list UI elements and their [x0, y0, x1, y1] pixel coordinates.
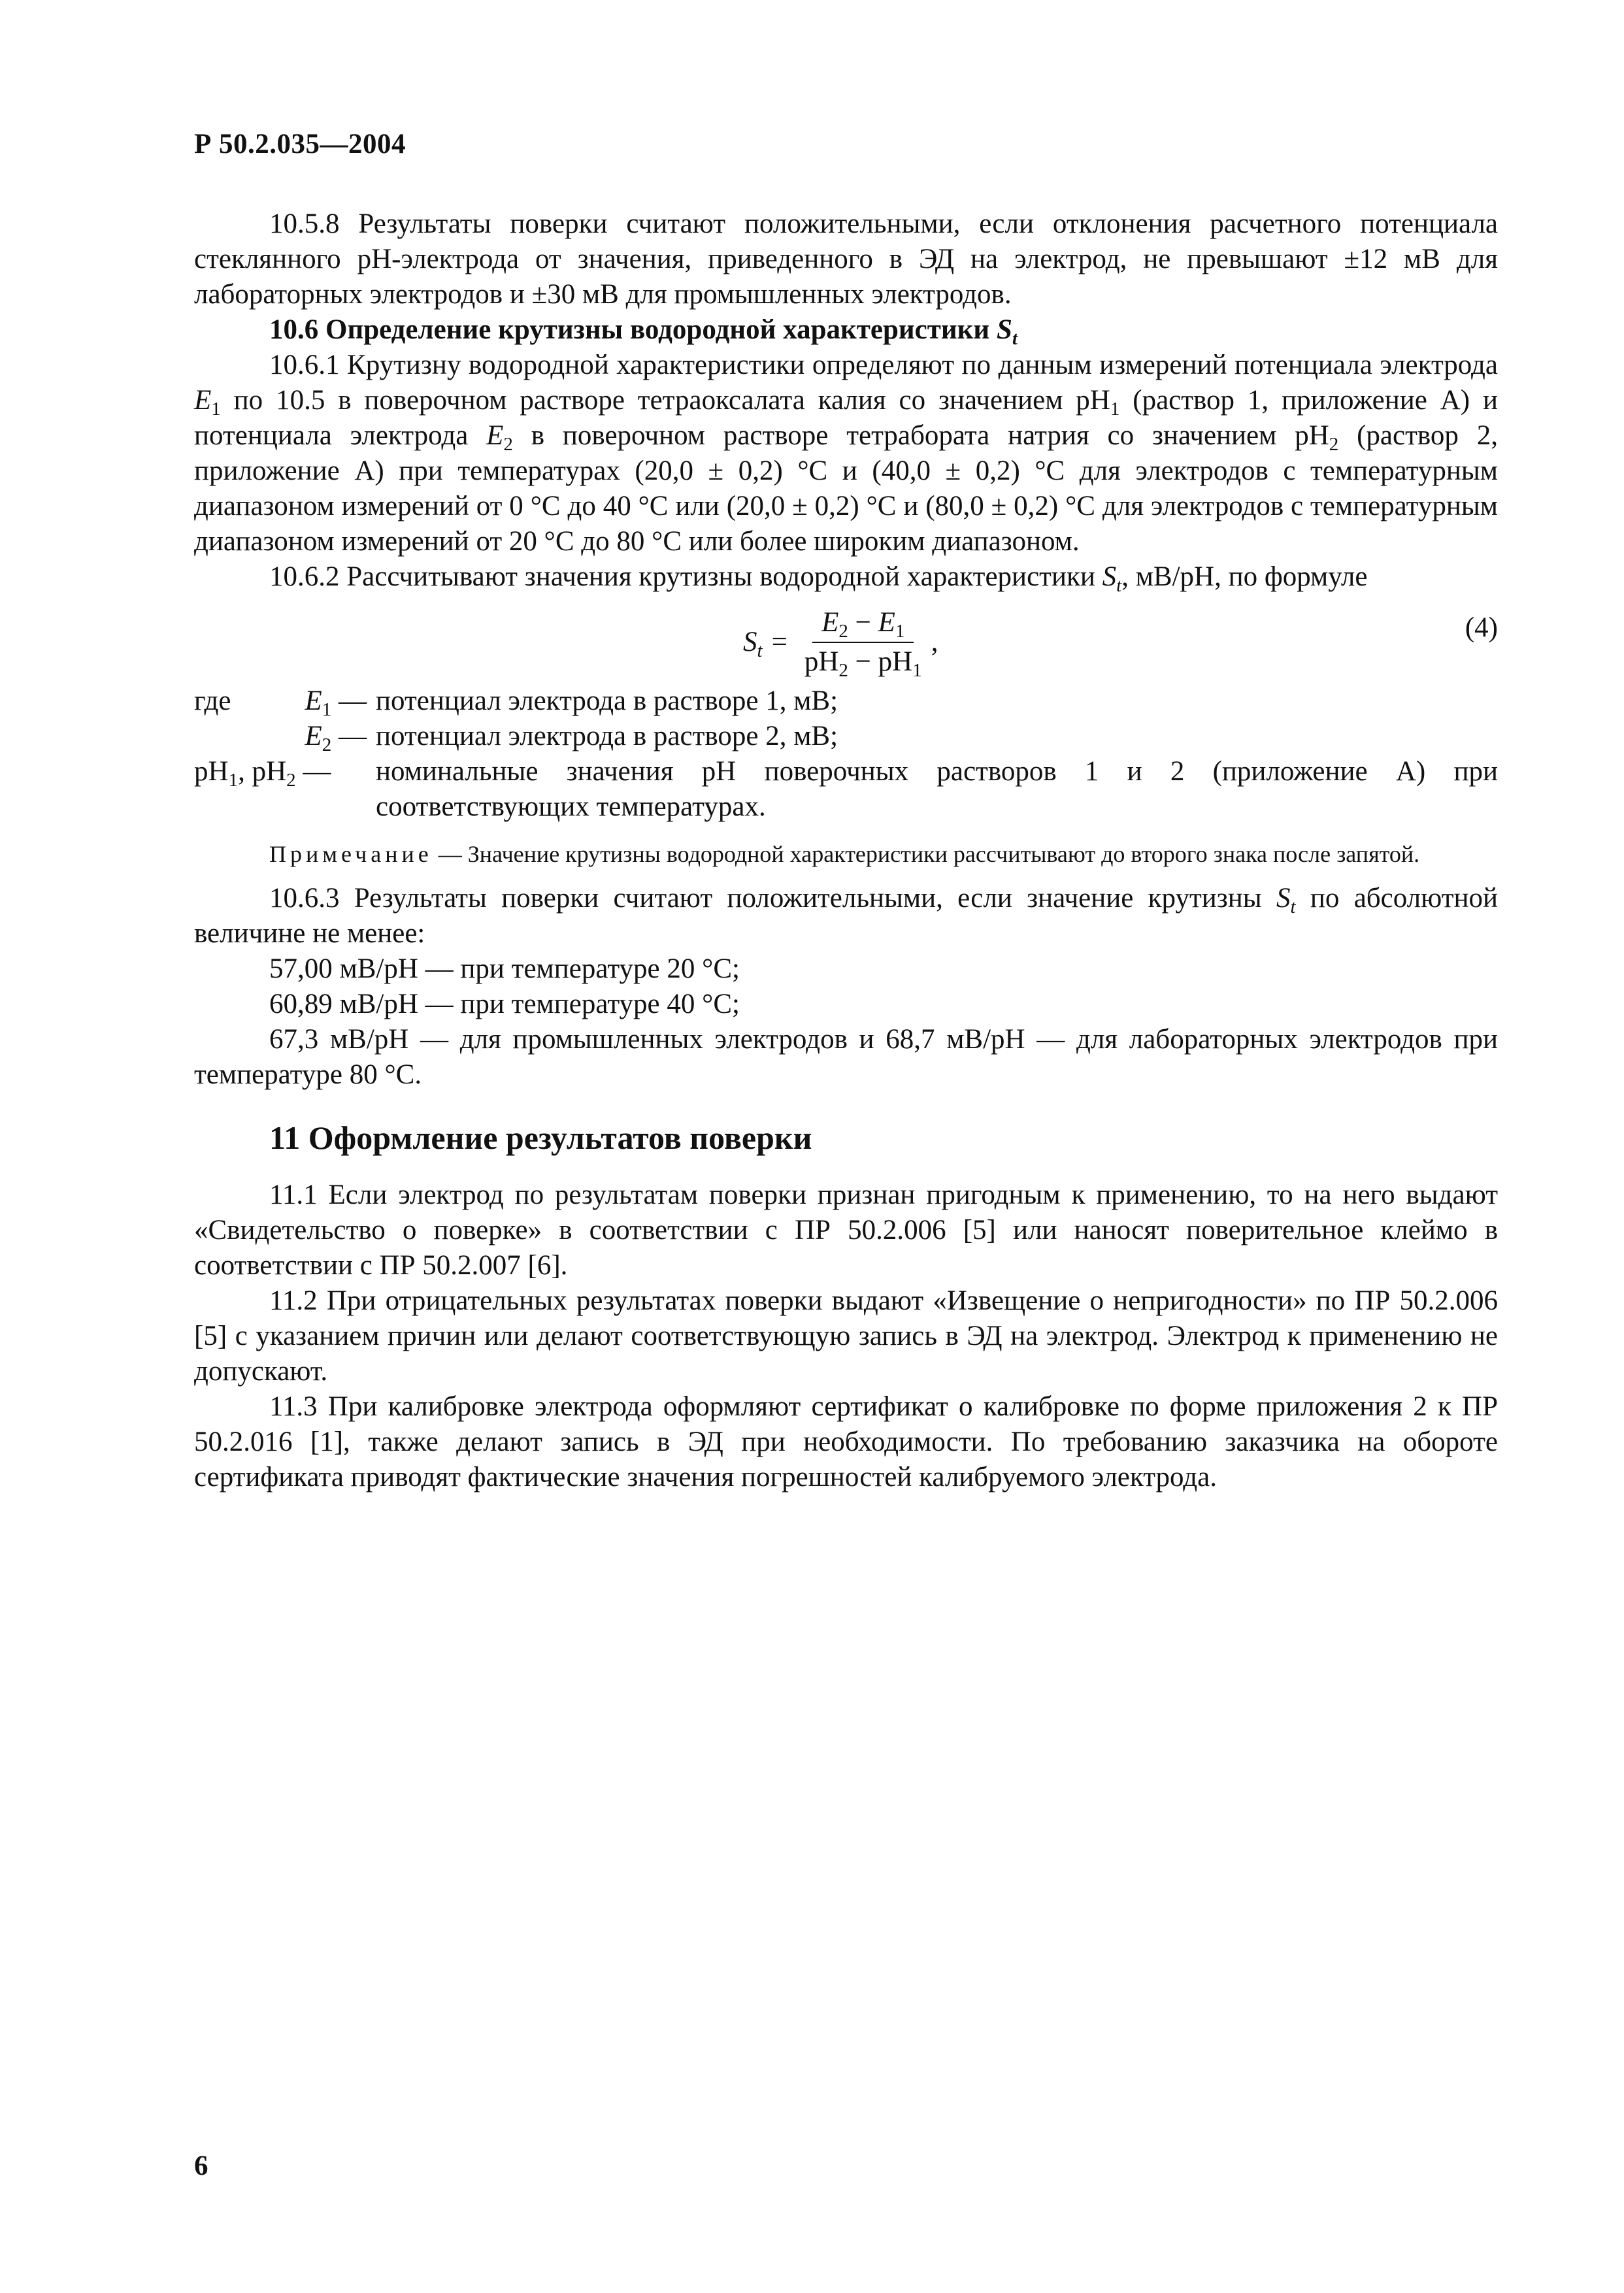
math-subscript: 1	[895, 621, 905, 642]
legend-symbol	[279, 719, 376, 754]
math-subscript: 1	[228, 770, 239, 791]
formula-legend	[194, 684, 1498, 825]
math-subscript: t	[757, 640, 763, 661]
legend-spacer	[194, 719, 279, 754]
legend-symbol	[194, 754, 376, 825]
paragraph-11-2: 11.2 При отрицательных результатах поверки выдают «Извещение о непригодности» по ПР 50.2.006 [5] с указанием причин или делают соответствующую запись в ЭД на электрод. Электрод к применению не допускают.	[194, 1285, 1498, 1387]
value-line: 57,00 мВ/pH — при температуре 20 °С;	[269, 953, 740, 984]
legend-dash: —	[331, 685, 367, 716]
math-subscript: 2	[1329, 434, 1339, 455]
legend-text: потенциал электрода в растворе 1, мВ;	[376, 685, 838, 716]
page-number: 6	[194, 2151, 208, 2181]
math-operator: −	[848, 646, 878, 677]
math-symbol: S	[743, 627, 757, 657]
subsection-heading-text: 10.6 Определение крутизны водородной характеристики	[269, 314, 990, 345]
math-symbol: E	[305, 685, 322, 716]
math-subscript: 2	[286, 770, 296, 791]
slope-subscript: t	[1012, 328, 1018, 349]
legend-text: потенциал электрода в растворе 2, мВ;	[376, 721, 838, 751]
math-subscript: 2	[503, 434, 513, 455]
paragraph-10-6-1	[194, 348, 1498, 559]
math-subscript: 2	[838, 621, 848, 642]
math-symbol: pH	[194, 756, 229, 787]
document-number: Р 50.2.035—2004	[194, 129, 406, 159]
note	[194, 839, 1498, 869]
value-line: 60,89 мВ/pH — при температуре 40 °С;	[269, 989, 740, 1019]
paragraph-11-3: 11.3 При калибровке электрода оформляют сертификат о калибровке по форме приложения 2 к ПР 50.2.016 [1], также делают запись в ЭД при необходимости. По требованию заказчика на обороте сертификата приводят фактические значения погрешностей калибруемого электрода.	[194, 1391, 1498, 1493]
fraction-numerator	[812, 605, 914, 643]
math-subscript: 2	[322, 734, 332, 755]
legend-dash: —	[331, 721, 367, 751]
math-subscript: 1	[912, 660, 922, 681]
text-run: 10.6.2 Рассчитывают значения крутизны водородной характеристики	[269, 561, 1102, 592]
document-body	[194, 206, 1498, 1495]
text-run: 10.6.3 Результаты поверки считают положительными, если значение крутизны	[269, 883, 1276, 914]
slope-formula	[743, 605, 938, 680]
math-symbol: S	[1102, 561, 1117, 592]
note-text: — Значение крутизны водородной характеристики рассчитывают до второго знака после запятой.	[432, 841, 1420, 867]
legend-where-word: где	[194, 685, 231, 716]
text-run: по 10.5 в поверочном растворе тетраоксалата калия со значением pH	[220, 385, 1110, 416]
math-symbol: E	[821, 607, 839, 638]
legend-symbol	[279, 684, 376, 719]
text-run: (раствор 2, приложение А) при температурах (20,0 ± 0,2) °С и (40,0 ± 0,2) °С для электродов с температурным диапазоном измерений от 0 °С до 40 °С или (20,0 ± 0,2) °С и (80,0 ± 0,2) °С для электродов с температурным диапазоном измерений от 20 °С до 80 °С или более широким диапазоном.	[194, 420, 1498, 557]
math-subscript: 1	[322, 699, 332, 720]
formula-number: (4)	[1465, 612, 1498, 643]
math-operator: −	[848, 607, 878, 638]
math-symbol: E	[305, 721, 322, 751]
legend-dash: —	[295, 756, 331, 787]
value-line: 67,3 мВ/pH — для промышленных электродов и 68,7 мВ/pH — для лабораторных электродов при температуре 80 °С.	[194, 1024, 1498, 1090]
legend-row-e1	[194, 684, 1498, 719]
math-symbol: , pH	[238, 756, 287, 787]
math-symbol: pH	[878, 646, 913, 677]
math-symbol: pH	[804, 646, 839, 677]
text-run: по абсолютной величине не менее:	[194, 883, 1499, 949]
paragraph-11-1: 11.1 Если электрод по результатам поверки признан пригодным к применению, то на него выдают «Свидетельство о поверке» в соответствии с ПР 50.2.006 [5] или наносят поверительное клеймо в соответствии с ПР 50.2.007 [6].	[194, 1179, 1498, 1281]
math-subscript: 1	[1110, 399, 1120, 420]
math-subscript: t	[1290, 897, 1296, 917]
paragraph-10-6-3	[194, 881, 1498, 951]
math-symbol: E	[486, 420, 504, 451]
legend-text: номинальные значения pH поверочных растворов 1 и 2 (приложение А) при соответствующих температурах.	[376, 756, 1498, 822]
formula-lhs	[743, 625, 763, 660]
math-subscript: 1	[211, 399, 221, 420]
text-run: (раствор 1, приложение А) и потенциала электрода	[194, 385, 1498, 451]
math-symbol: E	[878, 607, 895, 638]
math-subscript: t	[1116, 575, 1122, 596]
math-symbol: S	[1276, 883, 1291, 914]
text-run: , мВ/pH, по формуле	[1121, 561, 1368, 592]
paragraph-10-6-2	[194, 559, 1498, 595]
paragraph-10-5-8: 10.5.8 Результаты поверки считают положительными, если отклонения расчетного потенциала стеклянного pH-электрода от значения, приведенного в ЭД на электрод, не превышают ±12 мВ для лабораторных электродов и ±30 мВ для промышленных электродов.	[194, 208, 1498, 310]
fraction-denominator	[795, 643, 931, 680]
text-run: 10.6.1 Крутизну водородной характеристики определяют по данным измерений потенциала электрода	[269, 350, 1498, 380]
math-subscript: 2	[838, 660, 848, 681]
legend-row-ph	[194, 754, 1498, 825]
formula-4	[194, 599, 1498, 681]
slope-symbol: S	[996, 314, 1012, 345]
formula-trailing-comma: ,	[931, 627, 938, 657]
subsection-heading-10-6	[194, 312, 1498, 348]
text-run: в поверочном растворе тетрабората натрия со значением pH	[512, 420, 1329, 451]
legend-row-e2	[194, 719, 1498, 754]
note-label: Примечание	[269, 841, 433, 867]
formula-fraction	[795, 605, 931, 680]
formula-equals: =	[771, 627, 787, 657]
section-11-title: 11 Оформление результатов поверки	[269, 1119, 812, 1156]
math-symbol: E	[194, 385, 212, 416]
